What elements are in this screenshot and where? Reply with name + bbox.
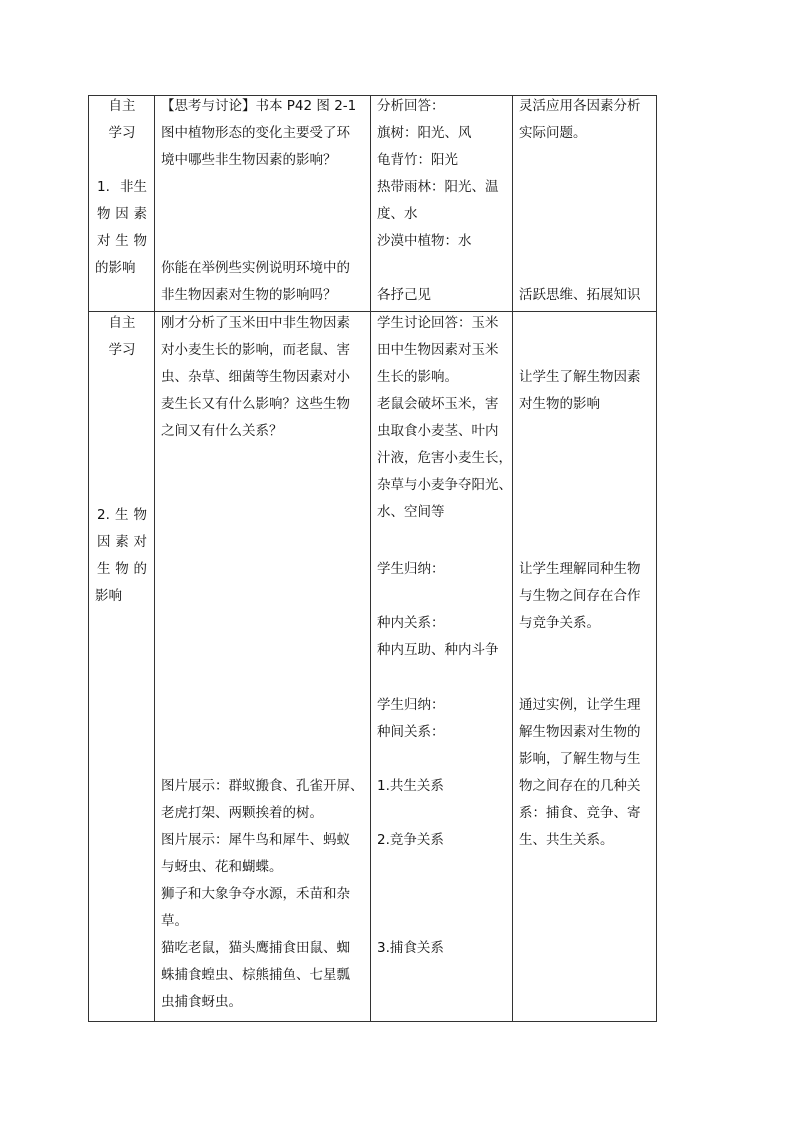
intraspecific-items: 种内互助、种内斗争 [377, 642, 499, 658]
relation-predation: 3.捕食关系 [377, 940, 444, 956]
question-text: 非生物因素对生物的影响吗？ [161, 287, 337, 303]
intent-text: 生、共生关系。 [519, 832, 614, 848]
answer-text: 学生讨论回答：玉米 [377, 315, 499, 331]
topic-label: 影响 [95, 588, 122, 604]
intent-text: 让学生理解同种生物 [519, 561, 641, 577]
example-text: 猫吃老鼠，猫头鹰捕食田鼠、蜘 [161, 940, 350, 956]
topic-label: 生 物 的 [97, 561, 147, 577]
answer-text: 水、空间等 [377, 504, 445, 520]
interspecific-title: 种间关系： [377, 724, 445, 740]
intent-text: 对生物的影响 [519, 396, 600, 412]
intent-text: 与竞争关系。 [519, 615, 600, 631]
answer-text: 老鼠会破坏玉米，害 [377, 396, 499, 412]
example-text: 蛛捕食蝗虫、棕熊捕鱼、七星瓢 [161, 967, 350, 983]
answer-text: 龟背竹：阳光 [377, 152, 458, 168]
topic-label: 因 素 对 [97, 534, 147, 550]
question-text: 刚才分析了玉米田中非生物因素 [161, 315, 350, 331]
answer-text: 旗树：阳光、风 [377, 125, 472, 141]
question-text: 境中哪些非生物因素的影响？ [161, 152, 337, 168]
answer-text: 生长的影响。 [377, 369, 458, 385]
intent-text: 活跃思维、拓展知识 [519, 287, 641, 303]
summary-label: 学生归纳： [377, 561, 445, 577]
stage-cell [88, 95, 155, 311]
intent-text: 影响，了解生物与生 [519, 751, 641, 767]
topic-label: 的影响 [95, 260, 136, 276]
intent-text: 通过实例，让学生理 [519, 697, 641, 713]
stage-label: 自主 [108, 315, 136, 331]
topic-label: 1. 非生 [97, 179, 147, 195]
answer-text: 汁液，危害小麦生长， [377, 450, 512, 466]
stage-label: 学习 [108, 125, 136, 141]
stage-cell [88, 311, 155, 1022]
question-text: 图中植物形态的变化主要受了环 [161, 125, 350, 141]
question-text: 【思考与讨论】书本 P42 图 2-1 [161, 98, 357, 114]
answer-text: 沙漠中植物：水 [377, 233, 472, 249]
topic-label: 物 因 素 [97, 206, 147, 222]
teacher-activity-cell [154, 311, 371, 1022]
answer-text: 度、水 [377, 206, 418, 222]
question-text: 你能在举例些实例说明环境中的 [161, 260, 350, 276]
intent-text: 解生物因素对生物的 [519, 724, 641, 740]
intent-text: 系：捕食、竞争、寄 [519, 805, 641, 821]
design-intent-cell [512, 311, 657, 1022]
answer-text: 杂草与小麦争夺阳光、 [377, 477, 512, 493]
topic-label: 对 生 物 [97, 233, 147, 249]
answer-text: 热带雨林：阳光、温 [377, 179, 499, 195]
intent-text: 让学生了解生物因素 [519, 369, 641, 385]
summary-label: 学生归纳： [377, 697, 445, 713]
intent-text: 灵活应用各因素分析 [519, 98, 641, 114]
example-text: 虫捕食蚜虫。 [161, 994, 242, 1010]
example-text: 图片展示：群蚁搬食、孔雀开屏、 [161, 778, 364, 794]
stage-label: 自主 [108, 98, 136, 114]
answer-text: 分析回答： [377, 98, 445, 114]
answer-text: 各抒己见 [377, 287, 431, 303]
intent-text: 物之间存在的几种关 [519, 778, 641, 794]
student-activity-cell [370, 95, 513, 311]
student-activity-cell [370, 311, 513, 1022]
table-row-nonbiotic [88, 95, 655, 311]
teacher-activity-cell [154, 95, 371, 311]
relation-competition: 2.竞争关系 [377, 832, 444, 848]
example-text: 与蚜虫、花和蝴蝶。 [161, 859, 283, 875]
intent-text: 实际问题。 [519, 125, 587, 141]
example-text: 老虎打架、两颗挨着的树。 [161, 805, 323, 821]
design-intent-cell [512, 95, 657, 311]
question-text: 麦生长又有什么影响？这些生物 [161, 396, 350, 412]
question-text: 虫、杂草、细菌等生物因素对小 [161, 369, 350, 385]
question-text: 对小麦生长的影响，而老鼠、害 [161, 342, 350, 358]
answer-text: 虫取食小麦茎、叶内 [377, 423, 499, 439]
intent-text: 与生物之间存在合作 [519, 588, 641, 604]
question-text: 之间又有什么关系？ [161, 423, 283, 439]
example-text: 草。 [161, 913, 188, 929]
intraspecific-title: 种内关系： [377, 615, 445, 631]
table-row-biotic [88, 311, 655, 1022]
example-text: 图片展示：犀牛鸟和犀牛、蚂蚁 [161, 832, 350, 848]
example-text: 狮子和大象争夺水源，禾苗和杂 [161, 886, 350, 902]
relation-symbiosis: 1.共生关系 [377, 778, 444, 794]
answer-text: 田中生物因素对玉米 [377, 342, 499, 358]
stage-label: 学习 [108, 342, 136, 358]
topic-label: 2. 生 物 [97, 507, 147, 523]
